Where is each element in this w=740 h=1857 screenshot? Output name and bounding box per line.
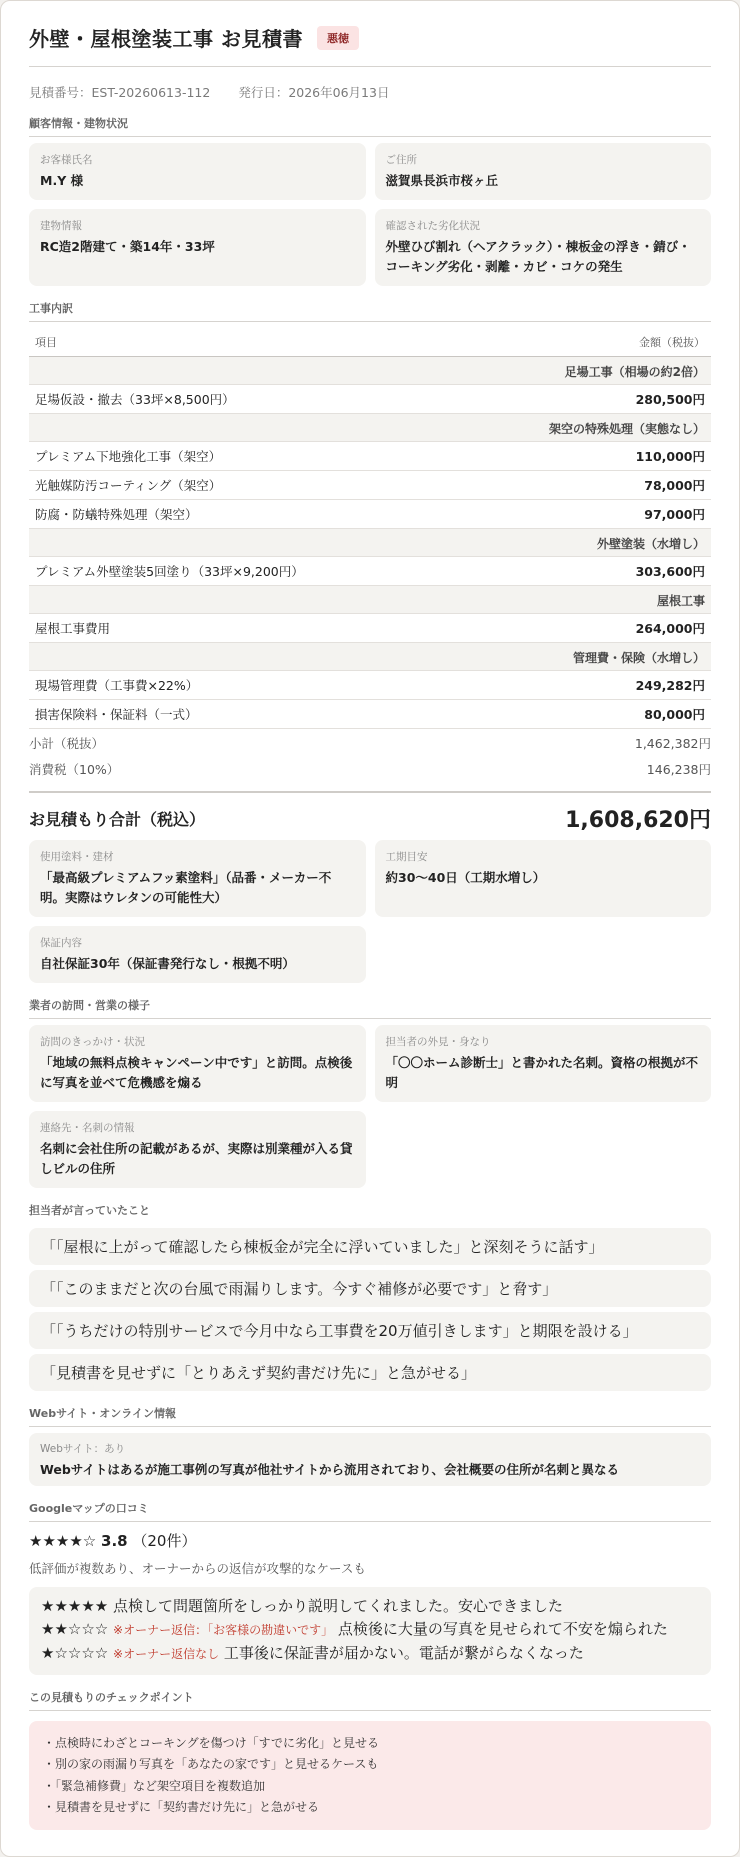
customer-name: M.Y 様 xyxy=(40,173,84,188)
category-row: 管理費・保険（水増し） xyxy=(29,643,711,671)
contact-info: 名刺に会社住所の記載があるが、実際は別業種が入る貸しビルの住所 xyxy=(40,1141,353,1176)
paint-info: 「最高級プレミアムフッ素塗料」（品番・メーカー不明。実際はウレタンの可能性大） xyxy=(40,870,332,905)
section-checkpoints: この見積もりのチェックポイント xyxy=(29,1689,711,1711)
quote-item: 「「このままだと次の台風で雨漏りします。今すぐ補修が必要です」と脅す」 xyxy=(29,1270,711,1307)
table-row xyxy=(29,671,711,700)
rating-summary xyxy=(29,1530,711,1551)
materials-grid xyxy=(29,840,711,983)
paint-box xyxy=(29,840,366,917)
field-label: 連絡先・名刺の情報 xyxy=(40,1122,135,1134)
category-row: 屋根工事 xyxy=(29,586,711,614)
header xyxy=(29,23,711,67)
appearance-info: 「〇〇ホーム診断士」と書かれた名刺。資格の根拠が不明 xyxy=(385,1055,699,1090)
checkpoint-item: ・「緊急補修費」など架空項目を複数追加 xyxy=(43,1778,266,1793)
item-amount: 80,000円 xyxy=(644,707,705,722)
reviews-box xyxy=(29,1587,711,1675)
review-text: 工事後に保証書が届かない。電話が繋がらなくなった xyxy=(223,1643,584,1662)
section-website: Webサイト・オンライン情報 xyxy=(29,1405,711,1427)
item-amount: 249,282円 xyxy=(635,678,705,693)
rating-stars: ★★★★☆ xyxy=(29,1532,97,1550)
item-name: 現場管理費（工事費×22%） xyxy=(35,678,199,693)
building-info: RC造2階建て・築14年・33坪 xyxy=(40,239,215,254)
quote-item: 「見積書を見せずに「とりあえず契約書だけ先に」と急がせる」 xyxy=(29,1354,711,1391)
checkpoint-item: ・別の家の雨漏り写真を「あなたの家です」と見せるケースも xyxy=(43,1757,379,1772)
quotes-list xyxy=(29,1228,711,1391)
field-label: 工期目安 xyxy=(385,851,428,863)
col-amount: 金額（税抜） xyxy=(639,336,705,349)
review-item xyxy=(41,1643,699,1664)
visit-trigger: 「地域の無料点検キャンペーン中です」と訪問。点検後に写真を並べて危機感を煽る xyxy=(40,1055,353,1090)
review-stars: ★☆☆☆☆ xyxy=(41,1643,109,1662)
tax-row xyxy=(29,755,711,781)
table-row xyxy=(29,385,711,414)
review-stars: ★★☆☆☆ xyxy=(41,1620,109,1639)
field-label: 使用塗料・建材 xyxy=(40,851,114,863)
appearance-box xyxy=(375,1025,712,1102)
warranty-box xyxy=(29,926,366,983)
period-box xyxy=(375,840,712,917)
contact-box xyxy=(29,1111,366,1188)
issue-date: 発行日：2026年06月13日 xyxy=(238,85,390,100)
total-label: お見積もり合計（税込） xyxy=(29,810,206,829)
checkpoints-box xyxy=(29,1721,711,1830)
subtotal-row xyxy=(29,729,711,755)
table-row xyxy=(29,614,711,643)
subtotal-value: 1,462,382円 xyxy=(634,736,711,751)
item-amount: 97,000円 xyxy=(644,507,705,522)
customer-address-box xyxy=(375,143,712,200)
building-info-box xyxy=(29,209,366,286)
rating-score: 3.8 xyxy=(101,1532,128,1550)
rating-note: 低評価が複数あり、オーナーからの返信が攻撃的なケースも xyxy=(29,1561,366,1576)
total-value: 1,608,620円 xyxy=(565,808,711,833)
section-quotes: 担当者が言っていたこと xyxy=(29,1204,150,1217)
work-table xyxy=(29,326,711,834)
page-title: 外壁・屋根塗装工事 お見積書 xyxy=(29,27,303,51)
section-visit: 業者の訪問・営業の様子 xyxy=(29,997,711,1019)
review-text: 点検して問題箇所をしっかり説明してくれました。安心できました xyxy=(113,1597,564,1615)
checkpoint-item: ・見積書を見せずに「契約書だけ先に」と急がせる xyxy=(43,1799,320,1814)
item-amount: 280,500円 xyxy=(635,392,705,407)
review-text: 点検後に大量の写真を見せられて不安を煽られた xyxy=(337,1620,668,1639)
item-amount: 110,000円 xyxy=(635,449,705,464)
total-row xyxy=(29,791,711,834)
website-info: Webサイトはあるが施工事例の写真が他社サイトから流用されており、会社概要の住所が名刺と異なる xyxy=(40,1462,620,1477)
section-google: Googleマップの口コミ xyxy=(29,1500,711,1522)
rating-count: （20件） xyxy=(132,1532,197,1550)
warranty-info: 自社保証30年（保証書発行なし・根拠不明） xyxy=(40,956,295,971)
table-body xyxy=(29,357,711,729)
subtotal-label: 小計（税抜） xyxy=(29,736,105,751)
item-name: 損害保険料・保証料（一式） xyxy=(35,707,198,722)
owner-reply: ※オーナー返信：「お客様の勘違いです」 xyxy=(113,1623,334,1638)
item-amount: 78,000円 xyxy=(644,478,705,493)
item-name: 防腐・防蟻特殊処理（架空） xyxy=(35,507,198,522)
item-amount: 303,600円 xyxy=(635,564,705,579)
field-label: お客様氏名 xyxy=(40,154,93,166)
tax-value: 146,238円 xyxy=(646,762,711,777)
review-item xyxy=(41,1596,699,1617)
damage-box xyxy=(375,209,712,286)
field-label: 保証内容 xyxy=(40,937,82,949)
damage-info: 外壁ひび割れ（ヘアクラック）・棟板金の浮き・錆び・コーキング劣化・剥離・カビ・コケの発生 xyxy=(385,239,691,274)
table-row xyxy=(29,500,711,529)
website-box xyxy=(29,1433,711,1486)
field-label: ご住所 xyxy=(385,154,417,166)
item-amount: 264,000円 xyxy=(635,621,705,636)
customer-grid xyxy=(29,143,711,286)
category-row: 外壁塗装（水増し） xyxy=(29,529,711,557)
item-name: プレミアム下地強化工事（架空） xyxy=(35,449,222,464)
visit-grid xyxy=(29,1025,711,1188)
tax-label: 消費税（10%） xyxy=(29,762,120,777)
customer-address: 滋賀県長浜市桜ヶ丘 xyxy=(385,173,499,188)
section-work: 工事内訳 xyxy=(29,300,711,322)
col-item: 項目 xyxy=(35,336,57,349)
table-row xyxy=(29,442,711,471)
visit-trigger-box xyxy=(29,1025,366,1102)
field-label: 建物情報 xyxy=(40,220,82,232)
field-label: 訪問のきっかけ・状況 xyxy=(40,1036,145,1048)
field-label: 担当者の外見・身なり xyxy=(385,1036,491,1048)
period-info: 約30〜40日（工期水増し） xyxy=(385,870,546,885)
item-name: 屋根工事費用 xyxy=(35,621,111,636)
customer-name-box xyxy=(29,143,366,200)
checkpoint-item: ・点検時にわざとコーキングを傷つけ「すでに劣化」と見せる xyxy=(43,1735,380,1750)
field-label: 確認された劣化状況 xyxy=(385,220,480,232)
status-badge: 悪徳 xyxy=(317,26,359,50)
review-item xyxy=(41,1619,699,1640)
item-name: 足場仮設・撤去（33坪×8,500円） xyxy=(35,392,235,407)
table-row xyxy=(29,471,711,500)
table-row xyxy=(29,700,711,729)
item-name: プレミアム外壁塗装5回塗り（33坪×9,200円） xyxy=(35,564,304,579)
quote-item: 「「屋根に上がって確認したら棟板金が完全に浮いていました」と深刻そうに話す」 xyxy=(29,1228,711,1265)
category-row: 架空の特殊処理（実態なし） xyxy=(29,414,711,442)
estimate-number: 見積番号：EST-20260613-112 xyxy=(29,85,211,100)
category-row: 足場工事（相場の約2倍） xyxy=(29,357,711,385)
owner-reply: ※オーナー返信なし xyxy=(113,1646,220,1661)
section-customer: 顧客情報・建物状況 xyxy=(29,115,711,137)
item-name: 光触媒防汚コーティング（架空） xyxy=(35,478,222,493)
table-row xyxy=(29,557,711,586)
field-label: Webサイト：あり xyxy=(40,1443,126,1455)
review-stars: ★★★★★ xyxy=(41,1597,109,1615)
estimate-meta xyxy=(29,83,711,101)
table-header xyxy=(29,326,711,357)
quote-item: 「「うちだけの特別サービスで今月中なら工事費を20万値引きします」と期限を設ける」 xyxy=(29,1312,711,1349)
